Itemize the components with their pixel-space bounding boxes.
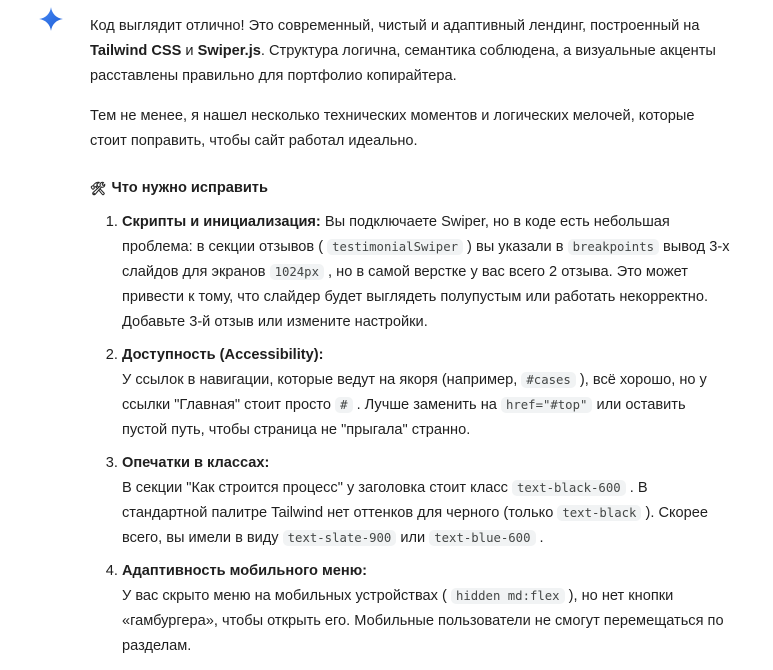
second-paragraph: Тем не менее, я нашел несколько технических моментов и логических мелочей, которые стоит поправить, чтобы сайт работал идеально. [90, 108, 695, 149]
inline-code: #cases [521, 372, 575, 388]
list-item: 3. Опечатки в классах: В секции "Как строится процесс" у заголовка стоит класс text-black-600 . В стандартной палитре Tailwind нет оттенков для черного (только text-black ). Скорее всего, вы имели в виду text-slate-900 или text-blue-600 . [122, 451, 730, 551]
list-item: 2. Доступность (Accessibility): У ссылок в навигации, которые ведут на якоря (например, #cases ), всё хорошо, но у ссылки "Главная" стоит просто # . Лучше заменить на href="#top" или оставить пустой путь, чтобы страница не "прыгала" странно. [122, 343, 730, 443]
sparkle-icon [38, 6, 64, 32]
fix-list [90, 210, 730, 659]
item-title: Опечатки в классах: [122, 455, 270, 471]
hammer-wrench-icon: 🛠 [90, 181, 107, 196]
intro-paragraph: Код выглядит отлично! Это современный, чистый и адаптивный лендинг, построенный на Tailwind CSS и Swiper.js. Структура логична, семантика соблюдена, а визуальные акценты расставлены правильно для портфолио копирайтера. [90, 18, 716, 84]
inline-code: 1024px [270, 264, 324, 280]
inline-code: text-slate-900 [283, 530, 397, 546]
inline-code: text-blue-600 [429, 530, 535, 546]
section-title: Что нужно исправить [111, 180, 268, 196]
inline-code: testimonialSwiper [327, 239, 463, 255]
inline-code: # [335, 397, 352, 413]
item-title: Адаптивность мобильного меню: [122, 563, 368, 579]
tailwind-bold: Tailwind CSS [90, 43, 182, 59]
response-content [90, 14, 730, 667]
inline-code: href="#top" [501, 397, 592, 413]
inline-code: breakpoints [568, 239, 659, 255]
inline-code: text-black-600 [512, 480, 626, 496]
item-title: Доступность (Accessibility): [122, 347, 324, 363]
list-item: 4. Адаптивность мобильного меню: У вас скрыто меню на мобильных устройствах ( hidden md:flex ), но нет кнопки «гамбургера», чтобы открыть его. Мобильные пользователи не смогут перемещаться по разделам. [122, 559, 730, 659]
inline-code: hidden md:flex [451, 588, 565, 604]
list-item: 1. Скрипты и инициализация: Вы подключаете Swiper, но в коде есть небольшая проблема: в секции отзывов ( testimonialSwiper ) вы указали в breakpoints вывод 3-х слайдов для экранов 1024px , но в самой верстке у вас всего 2 отзыва. Это может привести к тому, что слайдер будет выглядеть полупустым или работать некорректно. Добавьте 3-й отзыв или измените настройки. [122, 210, 730, 335]
swiper-bold: Swiper.js [197, 43, 261, 59]
item-title: Скрипты и инициализация: [122, 214, 321, 230]
inline-code: text-black [557, 505, 641, 521]
section-heading [90, 176, 730, 201]
